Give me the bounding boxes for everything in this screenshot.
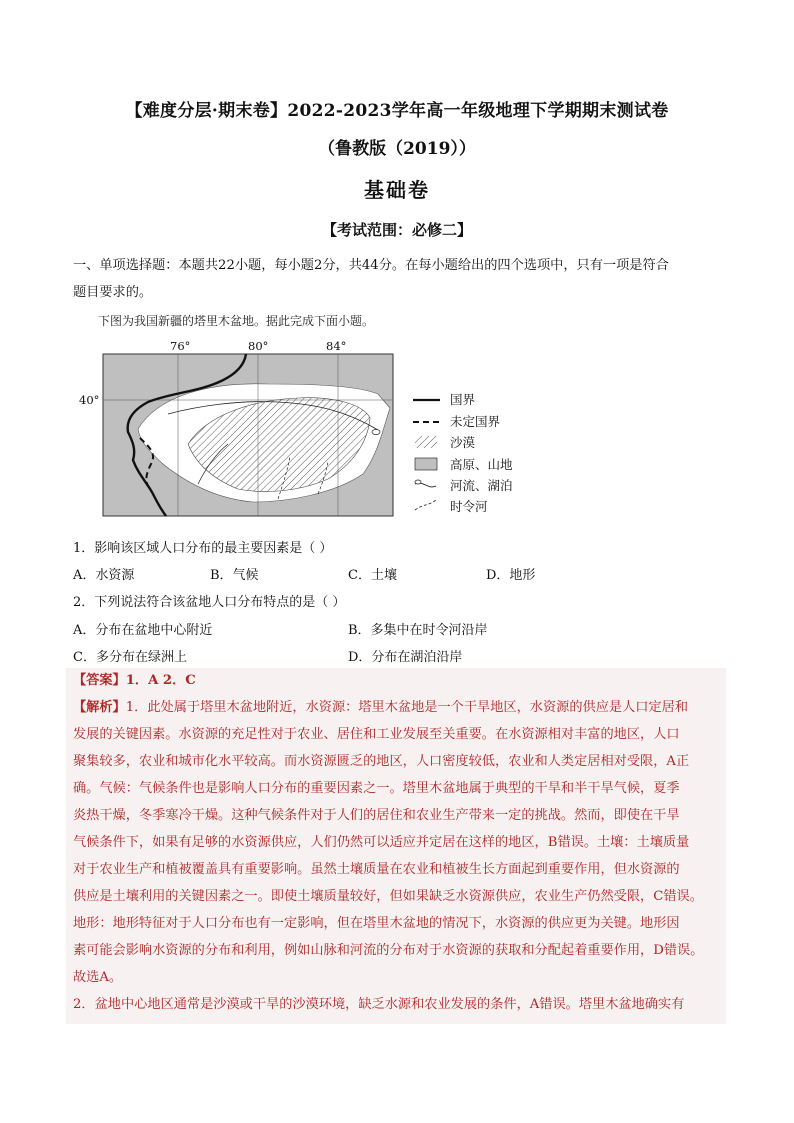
title-line-1: 【难度分层·期末卷】2022-2023学年高一年级地理下学期期末测试卷 — [125, 101, 669, 121]
lake — [372, 430, 380, 435]
legend-label-plateau: 高原、山地 — [450, 457, 513, 472]
analysis-text-line: 2．盆地中心地区通常是沙漠或干旱的沙漠环境，缺乏水源和农业发展的条件，A错误。塔里木盆地确实有 — [73, 997, 685, 1012]
analysis-text-line: 素可能会影响水资源的分布和利用，例如山脉和河流的分布对于水资源的获取和分配起着重要作用，D错误。 — [73, 943, 704, 958]
section-instruction-line-2: 题目要求的。 — [73, 285, 153, 300]
question-1-option-a: A．水资源 — [73, 568, 135, 583]
question-1-stem: 1．影响该区域人口分布的最主要因素是（ ） — [73, 541, 333, 556]
lon-label-80: 80° — [248, 339, 269, 353]
analysis-text-line: 1．此处属于塔里木盆地附近，水资源：塔里木盆地是一个干旱地区，水资源的供应是人口定居和 — [125, 700, 689, 715]
section-instruction-line-1: 一、单项选择题：本题共22小题，每小题2分，共44分。在每小题给出的四个选项中，只有一项是符合 — [73, 258, 669, 273]
analysis-text-line: 确。气候：气候条件也是影响人口分布的重要因素之一。塔里木盆地属于典型的干旱和半干旱气候，夏季 — [73, 781, 680, 796]
analysis-line — [73, 698, 723, 718]
question-1-option-d: D．地形 — [486, 568, 536, 583]
legend-symbol-plateau — [415, 458, 437, 470]
legend-symbol-desert — [415, 436, 437, 448]
question-2-option-c: C．多分布在绿洲上 — [73, 650, 187, 665]
analysis-label: 【解析】 — [73, 700, 126, 715]
map-legend — [413, 392, 513, 514]
answer-label: 【答案】 — [73, 673, 126, 688]
title-line-2: （鲁教版（2019）） — [318, 139, 476, 159]
analysis-text-line: 对于农业生产和植被覆盖具有重要影响。虽然土壤质量在农业和植被生长方面起到重要作用，但水资源的 — [73, 862, 680, 877]
legend-label-undetermined: 未定国界 — [450, 414, 501, 429]
question-1-option-b: B．气候 — [210, 568, 259, 583]
question-2-option-d: D．分布在湖泊沿岸 — [348, 650, 463, 665]
analysis-text-line: 供应是土壤利用的关键因素之一。即使土壤质量较好，但如果缺乏水资源供应，农业生产仍然受限，C错误。 — [73, 889, 703, 904]
exam-scope: 【考试范围：必修二】 — [321, 221, 472, 239]
question-2-option-a: A．分布在盆地中心附近 — [73, 623, 213, 638]
question-2-option-b: B．多集中在时令河沿岸 — [348, 623, 488, 638]
lat-label-40: 40° — [79, 393, 100, 407]
legend-label-river: 河流、湖泊 — [450, 478, 513, 493]
question-intro: 下图为我国新疆的塔里木盆地。据此完成下面小题。 — [98, 314, 375, 328]
analysis-text-line: 聚集较多，农业和城市化水平较高。而水资源匮乏的地区，人口密度较低，农业和人类定居相对受限，A正 — [73, 754, 690, 769]
lon-label-76: 76° — [170, 339, 191, 353]
tarim-basin-map — [78, 334, 538, 520]
answer-value: 1．A 2．C — [125, 673, 196, 688]
legend-symbol-seasonal-river — [415, 500, 436, 510]
legend-label-border: 国界 — [450, 392, 476, 407]
analysis-text-line: 故选A。 — [73, 970, 123, 985]
analysis-text-line: 气候条件下，如果有足够的水资源供应，人们仍然可以适应并定居在这样的地区，B错误。土壤：土壤质量 — [73, 835, 690, 850]
map-area — [103, 354, 393, 516]
question-1-option-c: C．土壤 — [348, 568, 397, 583]
legend-label-seasonal-river: 时令河 — [450, 499, 488, 514]
analysis-text-line: 发展的关键因素。水资源的充足性对于农业、居住和工业发展至关重要。在水资源相对丰富的地区，人口 — [73, 727, 680, 742]
analysis-text-line: 炎热干燥，冬季寒冷干燥。这种气候条件对于人们的居住和农业生产带来一定的挑战。然而，即使在干旱 — [73, 808, 680, 823]
lon-label-84: 84° — [326, 339, 347, 353]
question-2-stem: 2．下列说法符合该盆地人口分布特点的是（ ） — [73, 595, 346, 610]
answer-line — [73, 671, 723, 691]
analysis-text-line: 地形：地形特征对于人口分布也有一定影响，但在塔里木盆地的情况下，水资源的供应更为关键。地形因 — [73, 916, 680, 931]
title-line-3: 基础卷 — [364, 178, 430, 202]
legend-label-desert: 沙漠 — [450, 435, 476, 450]
